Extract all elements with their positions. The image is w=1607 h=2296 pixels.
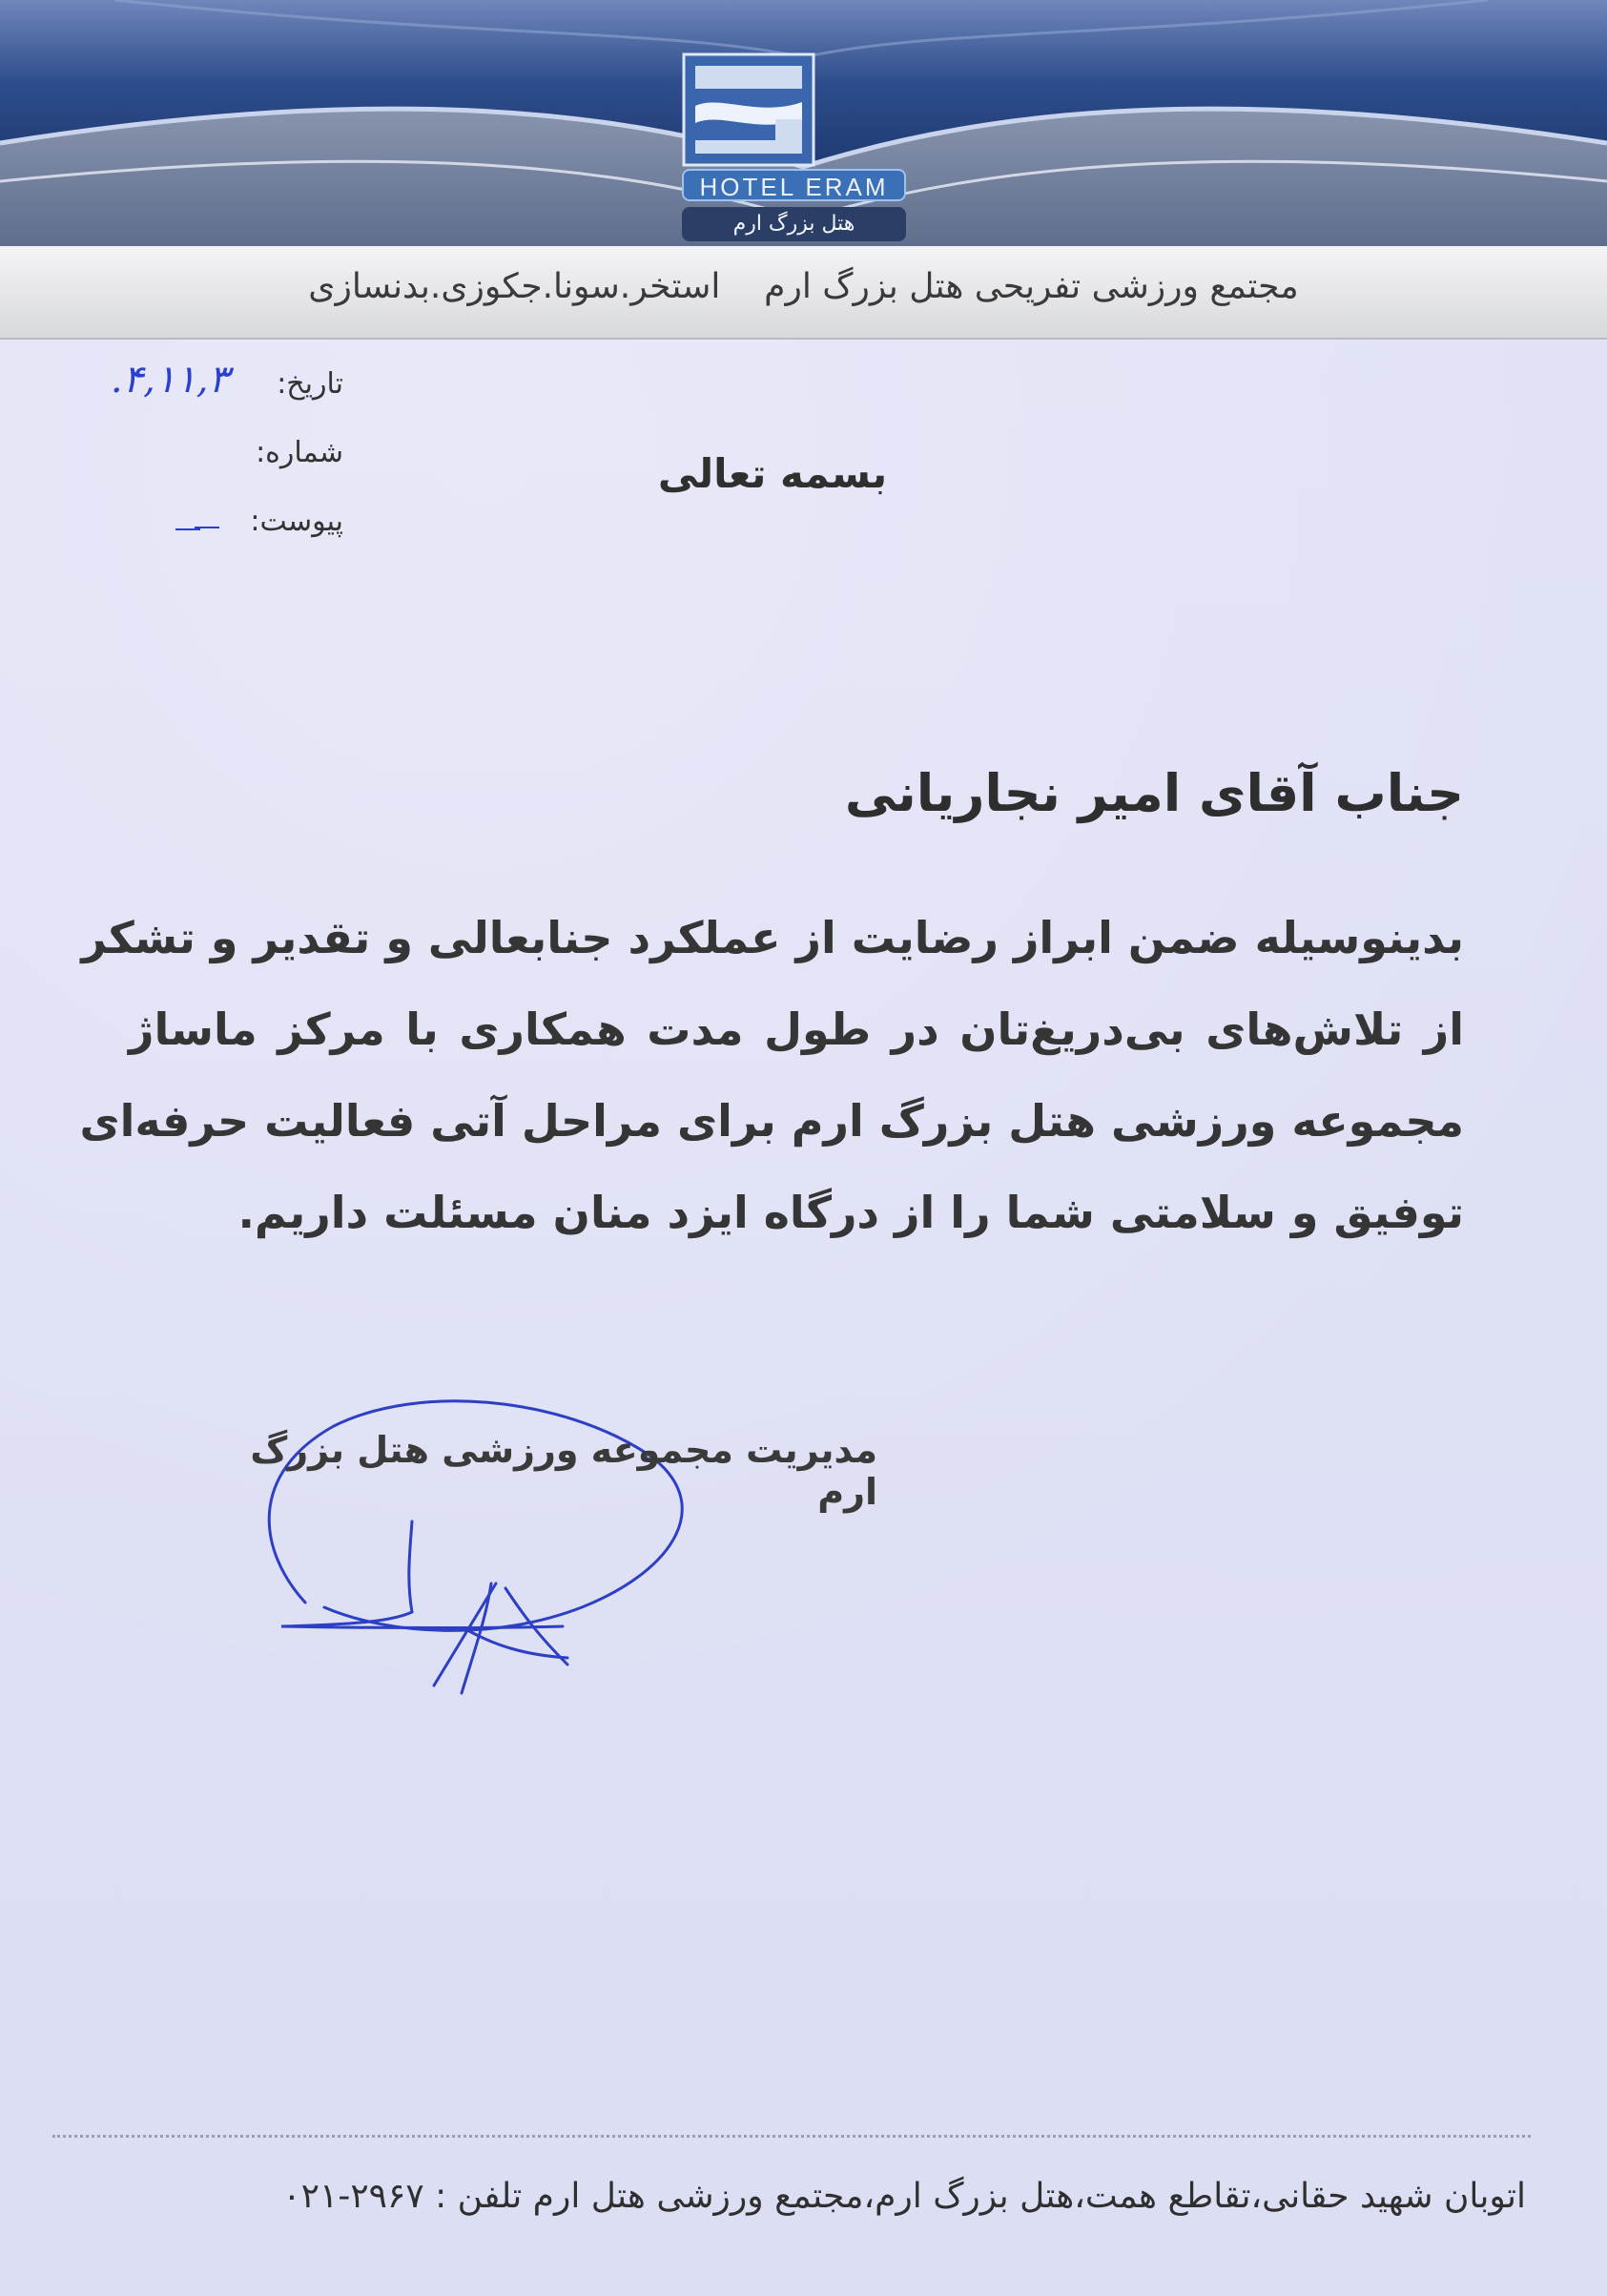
body-line: بدینوسیله ضمن ابراز رضایت از عملکرد جنابعالی و تقدیر و تشکر (81, 912, 1464, 963)
salutation: جناب آقای امیر نجاریانی (844, 763, 1464, 823)
footer-address: اتوبان شهید حقانی،تقاطع همت،هتل بزرگ ارم،مجتمع ورزشی هتل ارم تلفن : ۲۹۶۷-۰۲۱ (282, 2177, 1526, 2216)
bismillah-heading: بسمه تعالی (657, 450, 888, 497)
attachment-label: پیوست: (250, 505, 343, 538)
letterhead-banner (0, 0, 1607, 253)
body-line: مجموعه ورزشی هتل بزرگ ارم برای مراحل آتی فعالیت حرفه‌ای (79, 1095, 1464, 1147)
signature-title: مدیریت مجموعه ورزشی هتل بزرگ ارم (250, 1429, 877, 1513)
logo-text-persian: هتل بزرگ ارم (682, 207, 906, 241)
facilities-strip (0, 246, 1607, 340)
hotel-eram-logo (682, 52, 906, 248)
body-line: از تلاش‌های بی‌دریغ‌تان در طول مدت همکاری با مرکز ماساژ (129, 1003, 1464, 1055)
attachment-row (57, 495, 343, 564)
attachment-dash (175, 528, 200, 530)
hotel-eram-logo-mark (682, 52, 815, 167)
date-row (57, 358, 343, 426)
logo-text-english: HOTEL ERAM (682, 169, 906, 201)
letter-body (79, 892, 1464, 1258)
number-row (57, 426, 343, 495)
letter-meta (57, 358, 343, 564)
date-value: ۴,۱۱,۳. (110, 358, 229, 402)
footer-divider (52, 2135, 1531, 2138)
body-line: توفیق و سلامتی شما را از درگاه ایزد منان مسئلت داریم. (237, 1187, 1464, 1238)
number-label: شماره: (256, 436, 343, 469)
facilities-line: مجتمع ورزشی تفریحی هتل بزرگ ارم استخر.سونا.جکوزی.بدنسازی (308, 267, 1299, 306)
date-label: تاریخ: (277, 367, 343, 401)
